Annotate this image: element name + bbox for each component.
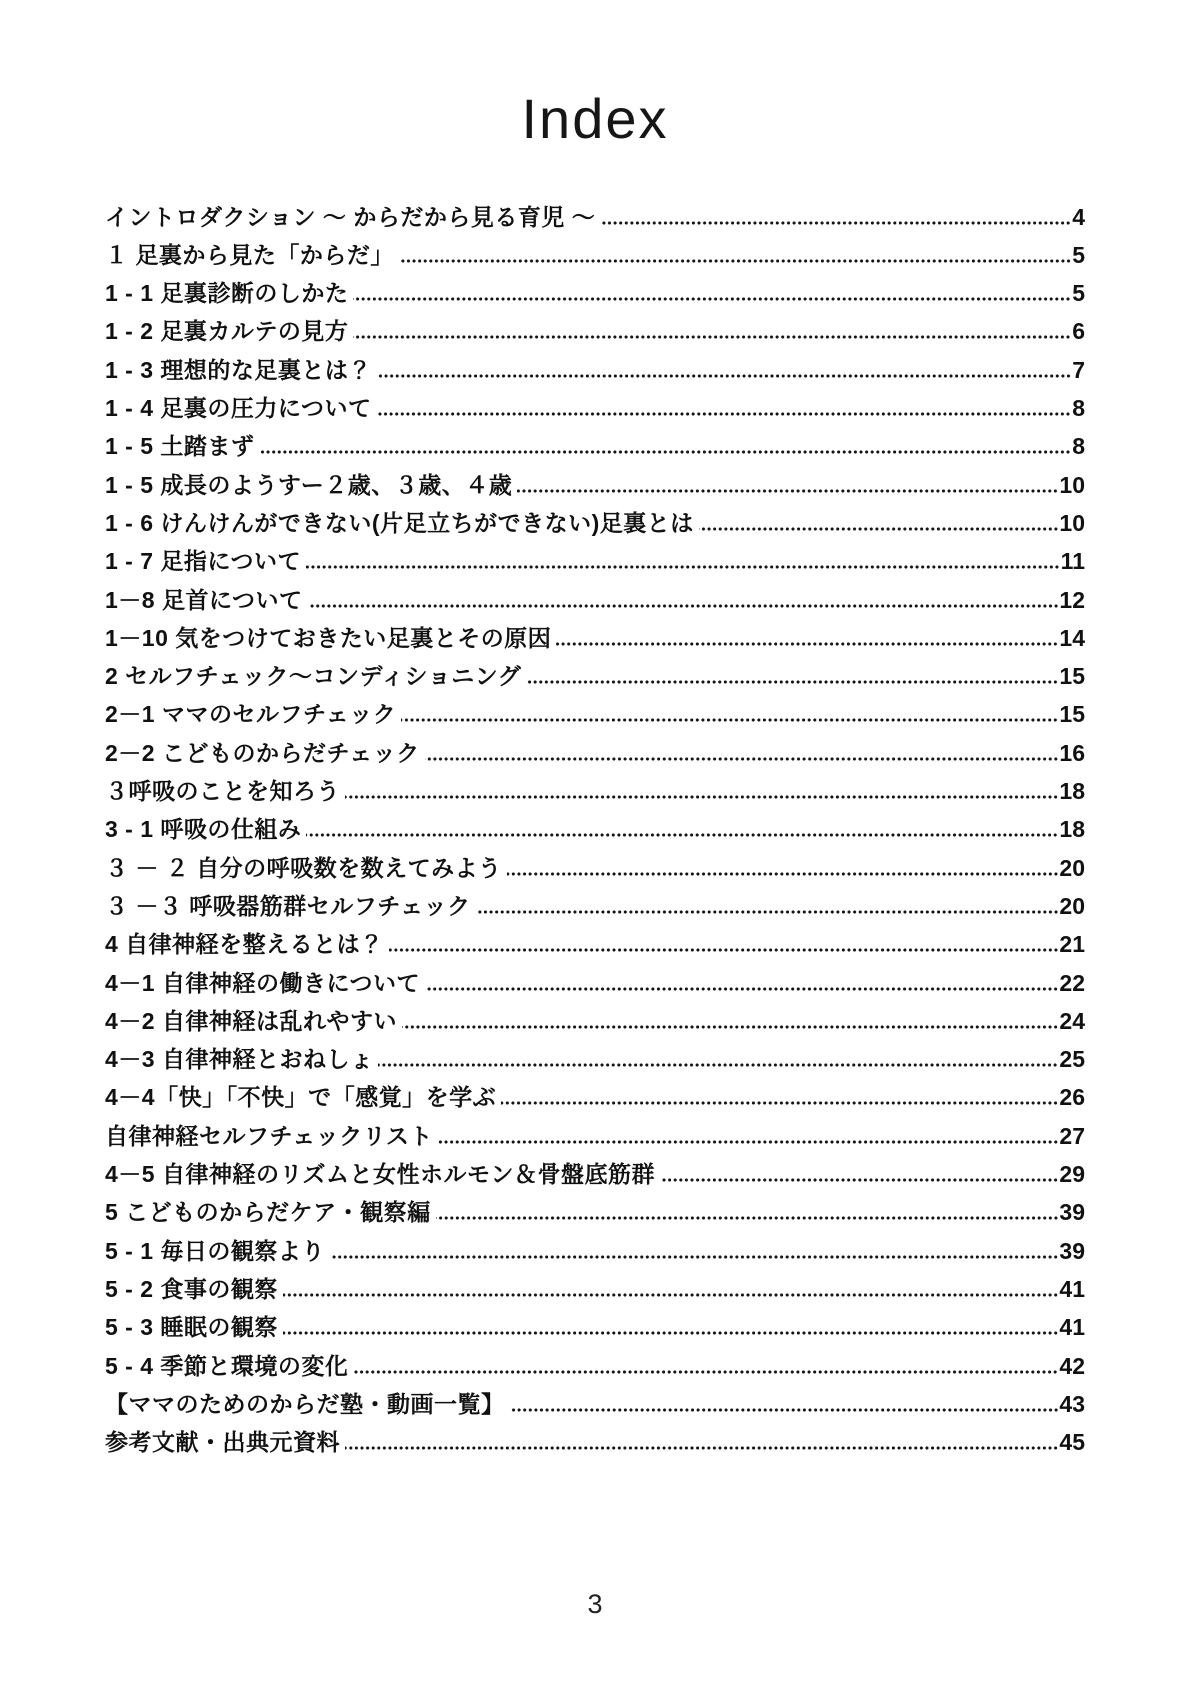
toc-entry-page: 7 [1072, 356, 1085, 383]
toc-entry-page: 25 [1059, 1046, 1085, 1073]
dot-leader [699, 527, 1059, 531]
toc-entry-label: 5 - 4 季節と環境の変化 [105, 1352, 349, 1379]
dot-leader [476, 910, 1059, 914]
toc-entry[interactable] [105, 1040, 1085, 1078]
toc-entry-label: ３ － ２ 自分の呼吸数を数えてみよう [105, 854, 502, 881]
toc-entry-page: 41 [1059, 1314, 1085, 1341]
toc-entry-page: 20 [1059, 854, 1085, 881]
toc-entry-page: 41 [1059, 1275, 1085, 1302]
dot-leader [507, 872, 1059, 876]
toc-entry-page: 45 [1059, 1429, 1085, 1456]
toc-entry-page: 4 [1072, 203, 1085, 230]
toc-entry[interactable] [105, 1193, 1085, 1231]
toc-entry[interactable] [105, 1308, 1085, 1346]
dot-leader [345, 1446, 1058, 1450]
toc-entry[interactable] [105, 964, 1085, 1002]
toc-entry-page: 42 [1059, 1352, 1085, 1379]
toc-entry-label: 1 - 5 成長のようすー２歳、３歳、４歳 [105, 471, 513, 498]
toc-entry[interactable] [105, 1117, 1085, 1155]
dot-leader [330, 1255, 1058, 1259]
dot-leader [377, 374, 1071, 378]
dot-leader [517, 489, 1058, 493]
toc-entry[interactable] [105, 427, 1085, 465]
dot-leader [378, 1063, 1058, 1067]
footer-page-number: 3 [587, 1589, 603, 1620]
toc-entry-page: 11 [1060, 548, 1085, 575]
toc-entry-page: 15 [1059, 701, 1085, 728]
toc-entry[interactable] [105, 810, 1085, 848]
toc-entry-label: 自律神経セルフチェックリスト [105, 1122, 433, 1149]
dot-leader [308, 604, 1059, 608]
toc-entry[interactable] [105, 1232, 1085, 1270]
toc-entry-page: 5 [1072, 280, 1085, 307]
toc-entry-label: 【ママのためのからだ塾・動画一覧】 [105, 1390, 505, 1417]
toc-entry-label: 1 - 2 足裏カルテの見方 [105, 318, 349, 345]
toc-entry-label: 2－2 こどものからだチェック [105, 739, 420, 766]
toc-entry-page: 15 [1059, 663, 1085, 690]
toc-entry-label: 2 セルフチェック〜コンディショニング [105, 663, 522, 690]
toc-entry[interactable] [105, 1385, 1085, 1423]
toc-entry-page: 16 [1059, 739, 1085, 766]
dot-leader [425, 757, 1059, 761]
toc-entry-label: 1 - 6 けんけんができない(片足立ちができない)足裏とは [105, 509, 694, 536]
toc-entry-page: 8 [1072, 395, 1085, 422]
dot-leader [501, 1101, 1058, 1105]
toc-entry-label: 1 - 5 土踏まず [105, 433, 255, 460]
toc-entry[interactable] [105, 466, 1085, 504]
toc-entry-label: 1 - 3 理想的な足裏とは？ [105, 356, 372, 383]
toc-entry[interactable] [105, 1155, 1085, 1193]
toc-entry-label: １ 足裏から見た「からだ」 [105, 241, 394, 268]
toc-entry-label: 5 - 1 毎日の観察より [105, 1237, 325, 1264]
toc-entry-page: 6 [1072, 318, 1085, 345]
toc-entry-page: 5 [1072, 241, 1085, 268]
toc-entry-page: 21 [1059, 931, 1085, 958]
toc-entry-label: 4 自律神経を整えるとは？ [105, 931, 384, 958]
toc-entry[interactable] [105, 734, 1085, 772]
toc-entry[interactable] [105, 351, 1085, 389]
toc-entry-page: 26 [1059, 1084, 1085, 1111]
toc-entry[interactable] [105, 695, 1085, 733]
toc-entry-page: 24 [1059, 1007, 1085, 1034]
toc-entry[interactable] [105, 1078, 1085, 1116]
toc-entry-label: 4－3 自律神経とおねしょ [105, 1046, 374, 1073]
toc-entry-page: 43 [1059, 1390, 1085, 1417]
dot-leader [376, 412, 1071, 416]
toc-list [105, 198, 1085, 1462]
dot-leader [402, 1025, 1058, 1029]
toc-entry-label: 1－10 気をつけておきたい足裏とその原因 [105, 624, 552, 651]
toc-entry-label: 5 - 3 睡眠の観察 [105, 1314, 278, 1341]
dot-leader [526, 680, 1058, 684]
dot-leader [401, 718, 1058, 722]
toc-entry[interactable] [105, 925, 1085, 963]
dot-leader [399, 259, 1071, 263]
dot-leader [283, 1293, 1058, 1297]
toc-entry-label: 2－1 ママのセルフチェック [105, 701, 397, 728]
toc-entry-label: 4－5 自律神経のリズムと女性ホルモン＆骨盤底筋群 [105, 1161, 656, 1188]
toc-entry-page: 12 [1059, 586, 1085, 613]
toc-entry[interactable] [105, 312, 1085, 350]
toc-entry[interactable] [105, 657, 1085, 695]
dot-leader [259, 450, 1071, 454]
toc-entry[interactable] [105, 198, 1085, 236]
toc-entry-label: 5 こどものからだケア・観察編 [105, 1199, 431, 1226]
dot-leader [436, 1216, 1059, 1220]
toc-entry-label: イントロダクション 〜 からだから見る育児 〜 [105, 203, 596, 230]
toc-entry[interactable] [105, 772, 1085, 810]
dot-leader [306, 565, 1060, 569]
toc-entry[interactable] [105, 887, 1085, 925]
toc-entry[interactable] [105, 1002, 1085, 1040]
toc-entry-page: 8 [1072, 433, 1085, 460]
toc-entry-label: 1 - 7 足指について [105, 548, 301, 575]
dot-leader [306, 833, 1058, 837]
dot-leader [345, 795, 1058, 799]
toc-entry-label: 1－8 足首について [105, 586, 303, 613]
toc-entry-label: 4－1 自律神経の働きについて [105, 969, 421, 996]
toc-entry-page: 14 [1059, 624, 1085, 651]
toc-entry[interactable] [105, 542, 1085, 580]
dot-leader [425, 987, 1058, 991]
toc-entry-page: 22 [1059, 969, 1085, 996]
toc-entry-page: 18 [1059, 778, 1085, 805]
toc-entry[interactable] [105, 389, 1085, 427]
toc-entry[interactable] [105, 504, 1085, 542]
dot-leader [600, 221, 1071, 225]
toc-entry[interactable] [105, 1423, 1085, 1461]
toc-entry-page: 18 [1059, 816, 1085, 843]
toc-entry[interactable] [105, 619, 1085, 657]
toc-entry[interactable] [105, 1270, 1085, 1308]
toc-entry-page: 39 [1059, 1237, 1085, 1264]
dot-leader [353, 297, 1071, 301]
toc-entry-label: 4－4「快」「不快」で「感覚」を学ぶ [105, 1084, 497, 1111]
toc-entry[interactable] [105, 236, 1085, 274]
toc-entry-label: 3 - 1 呼吸の仕組み [105, 816, 302, 843]
toc-entry-label: 1 - 4 足裏の圧力について [105, 395, 372, 422]
toc-entry[interactable] [105, 581, 1085, 619]
dot-leader [660, 1178, 1058, 1182]
toc-entry-label: ３ －３ 呼吸器筋群セルフチェック [105, 892, 471, 919]
toc-entry-label: 参考文献・出典元資料 [105, 1429, 340, 1456]
toc-entry-label: 1 - 1 足裏診断のしかた [105, 280, 349, 307]
toc-entry-page: 10 [1059, 471, 1085, 498]
toc-entry-label: 5 - 2 食事の観察 [105, 1275, 278, 1302]
toc-entry[interactable] [105, 274, 1085, 312]
toc-entry-page: 10 [1059, 509, 1085, 536]
toc-entry-label: ３呼吸のことを知ろう [105, 778, 340, 805]
toc-entry[interactable] [105, 849, 1085, 887]
dot-leader [556, 642, 1058, 646]
dot-leader [353, 335, 1071, 339]
dot-leader [389, 948, 1059, 952]
dot-leader [510, 1408, 1059, 1412]
toc-entry-page: 39 [1059, 1199, 1085, 1226]
dot-leader [353, 1370, 1058, 1374]
toc-entry-label: 4－2 自律神経は乱れやすい [105, 1007, 397, 1034]
dot-leader [283, 1331, 1058, 1335]
dot-leader [438, 1140, 1059, 1144]
toc-entry-page: 29 [1059, 1161, 1085, 1188]
toc-entry-page: 20 [1059, 892, 1085, 919]
toc-entry[interactable] [105, 1347, 1085, 1385]
toc-entry-page: 27 [1059, 1122, 1085, 1149]
page-title: Index [521, 87, 669, 150]
